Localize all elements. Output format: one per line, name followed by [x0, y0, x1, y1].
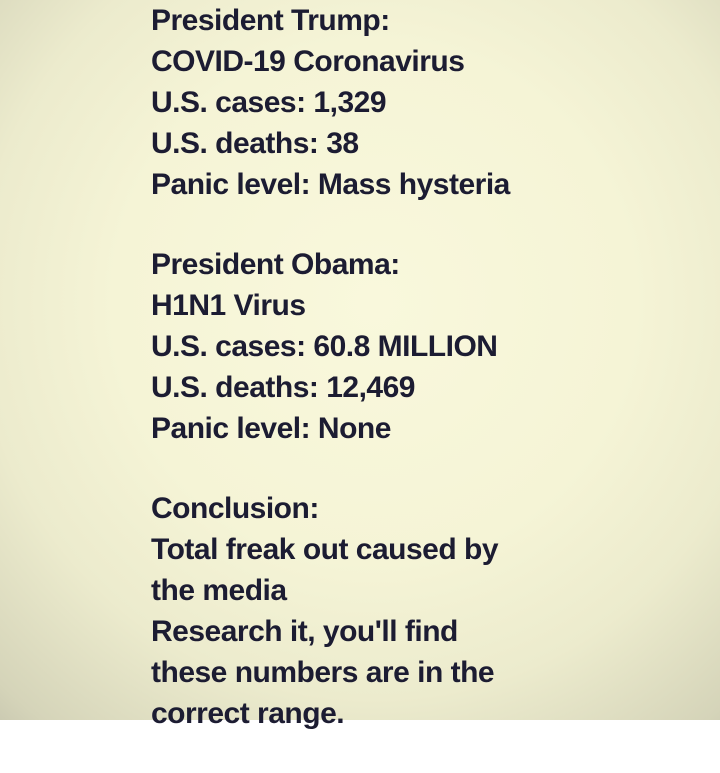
trump-covid-stats-block [151, 0, 510, 205]
obama-heading-line: President Obama: [151, 248, 400, 281]
obama-panic-line: Panic level: None [151, 412, 391, 445]
conclusion-line-1: Total freak out caused by [151, 533, 499, 566]
conclusion-heading-line: Conclusion: [151, 492, 319, 525]
conclusion-line-2: the media [151, 574, 287, 607]
trump-virus-line: COVID-19 Coronavirus [151, 45, 465, 78]
trump-cases-line: U.S. cases: 1,329 [151, 86, 387, 119]
meme-text [151, 0, 510, 773]
conclusion-line-4: these numbers are in the [151, 656, 495, 689]
trump-deaths-line: U.S. deaths: 38 [151, 127, 359, 160]
conclusion-line-5: correct range. [151, 697, 345, 730]
obama-virus-line: H1N1 Virus [151, 289, 306, 322]
obama-cases-line: U.S. cases: 60.8 MILLION [151, 330, 498, 363]
trump-heading-line: President Trump: [151, 4, 390, 37]
conclusion-line-3: Research it, you'll find [151, 615, 458, 648]
trump-panic-line: Panic level: Mass hysteria [151, 168, 510, 201]
conclusion-block [151, 488, 510, 734]
obama-h1n1-stats-block [151, 244, 510, 449]
obama-deaths-line: U.S. deaths: 12,469 [151, 371, 415, 404]
